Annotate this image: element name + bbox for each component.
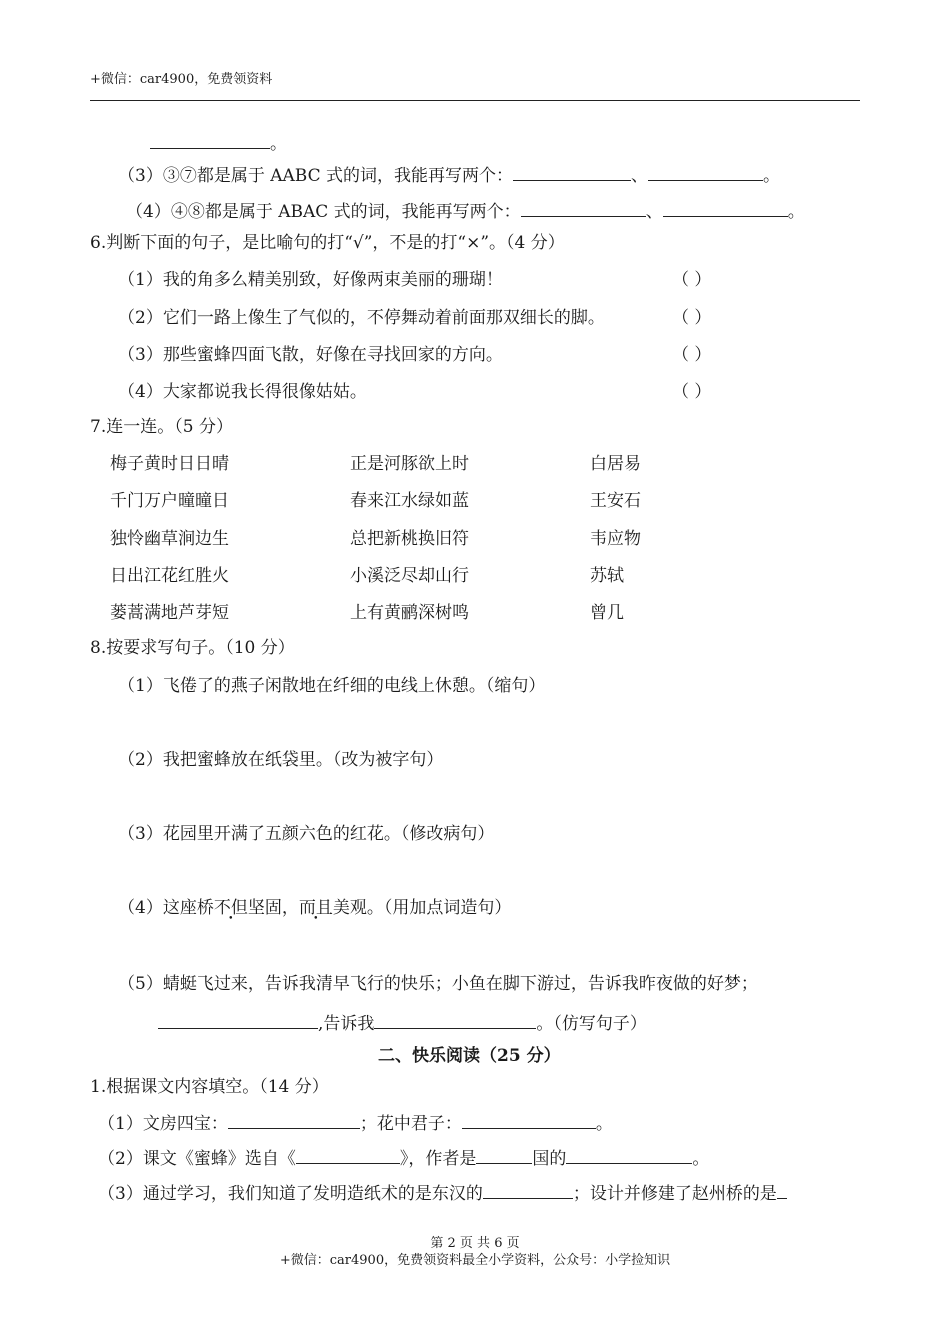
q8-item-4-pre: （4）这座桥 [118,898,214,918]
label: （3）通过学习，我们知道了发明造纸术的是东汉的 [98,1184,483,1204]
q6-item-2-text: （2）它们一路上像生了气似的，不停舞动着前面那双细长的脚。 [118,308,605,328]
q8-item-5-mid: ,告诉我 [318,1014,375,1034]
q5-item-3 [118,164,780,186]
poet-name[interactable]: 白居易 [590,454,641,474]
poem-line-col1[interactable]: 日出江花红胜火 [110,566,229,586]
q8-item-5-line2 [158,1012,647,1034]
answer-blank[interactable] [777,1182,787,1199]
end-mark: 。 [787,202,805,222]
poem-line-col2[interactable]: 春来江水绿如蓝 [350,491,469,511]
q6-item-1-answer[interactable]: （ ） [672,270,712,290]
q7-title: 7.连一连。（5 分） [90,417,233,437]
answer-blank[interactable] [648,164,763,181]
label: （2）课文《蜜蜂》选自《 [98,1149,296,1169]
poem-line-col2[interactable]: 总把新桃换旧符 [350,529,469,549]
dotted-word: 而且 [298,898,333,918]
q5-continuation [150,132,287,154]
poem-line-col1[interactable]: 梅子黄时日日晴 [110,454,229,474]
poem-line-col1[interactable]: 独怜幽草涧边生 [110,529,229,549]
end-mark: 。 [270,134,287,154]
q6-item-4-text: （4）大家都说我长得很像姑姑。 [118,382,367,402]
answer-blank[interactable] [462,1112,596,1129]
q6-title: 6.判断下面的句子，是比喻句的打“√”，不是的打“×”。（4 分） [90,233,565,253]
footer-text: +微信：car4900，免费领资料最全小学资料，公众号：小学捡知识 [279,1253,671,1268]
q6-item-4-answer[interactable]: （ ） [672,382,712,402]
label: 》，作者是 [399,1149,477,1169]
q6-item-3-text: （3）那些蜜蜂四面飞散，好像在寻找回家的方向。 [118,345,503,365]
poem-line-col2[interactable]: 正是河豚欲上时 [350,454,469,474]
q8-title: 8.按要求写句子。（10 分） [90,638,295,658]
answer-blank[interactable] [566,1147,692,1164]
header-divider [90,100,860,101]
q8-item-3: （3）花园里开满了五颜六色的红花。（修改病句） [118,824,495,844]
section2-title: 二、快乐阅读（25 分） [378,1046,561,1066]
poem-line-col1[interactable]: 千门万户曈曈日 [110,491,229,511]
poet-name[interactable]: 韦应物 [590,529,641,549]
q6-item-1-text: （1）我的角多么精美别致，好像两束美丽的珊瑚！ [118,270,503,290]
separator: 、 [645,202,663,222]
answer-blank[interactable] [296,1147,400,1164]
q6-item-2-answer[interactable]: （ ） [672,308,712,328]
q8-item-4-mid: 坚固， [247,898,299,918]
answer-blank[interactable] [374,1012,536,1029]
q8-item-4 [118,898,511,918]
answer-blank[interactable] [150,132,270,149]
q8-item-5: （5）蜻蜓飞过来，告诉我清早飞行的快乐；小鱼在脚下游过，告诉我昨夜做的好梦； [118,974,758,994]
label: ；设计并修建了赵州桥的是 [572,1184,777,1204]
end-mark: 。 [595,1114,613,1134]
answer-blank[interactable] [513,164,631,181]
header-text: +微信：car4900，免费领资料 [90,72,273,87]
end-mark: 。 [692,1149,710,1169]
answer-blank[interactable] [158,1012,318,1029]
page-number: 第 2 页 共 6 页 [430,1236,520,1251]
q6-item-3-answer[interactable]: （ ） [672,345,712,365]
poet-name[interactable]: 王安石 [590,491,641,511]
poem-line-col1[interactable]: 蒌蒿满地芦芽短 [110,603,229,623]
section2-q1-item-2 [98,1147,709,1169]
label: ；花中君子： [359,1114,462,1134]
poet-name[interactable]: 曾几 [590,603,624,623]
poet-name[interactable]: 苏轼 [590,566,624,586]
end-mark: 。 [763,166,780,186]
q5-item-4 [126,200,805,222]
separator: 、 [631,166,648,186]
answer-blank[interactable] [483,1182,573,1199]
q8-item-1: （1）飞倦了的燕子闲散地在纤细的电线上休憩。（缩句） [118,676,546,696]
answer-blank[interactable] [521,200,646,217]
poem-line-col2[interactable]: 上有黄鹂深树鸣 [350,603,469,623]
label: 国的 [532,1149,567,1169]
section2-q1-title: 1.根据课文内容填空。（14 分） [90,1077,329,1097]
q8-item-4-post: 美观。（用加点词造句） [332,898,512,918]
answer-blank[interactable] [476,1147,532,1164]
section2-q1-item-3 [98,1182,787,1204]
answer-blank[interactable] [228,1112,360,1129]
q5-item-4-label: （4）④⑧都是属于 ABAC 式的词，我能再写两个： [126,202,521,222]
section2-q1-item-1 [98,1112,613,1134]
poem-line-col2[interactable]: 小溪泛尽却山行 [350,566,469,586]
answer-blank[interactable] [663,200,788,217]
label: （1）文房四宝： [98,1114,228,1134]
q8-item-5-end: 。（仿写句子） [536,1014,647,1034]
dotted-word: 不但 [213,898,248,918]
q5-item-3-label: （3）③⑦都是属于 AABC 式的词，我能再写两个： [118,166,513,186]
q8-item-2: （2）我把蜜蜂放在纸袋里。（改为被字句） [118,750,444,770]
